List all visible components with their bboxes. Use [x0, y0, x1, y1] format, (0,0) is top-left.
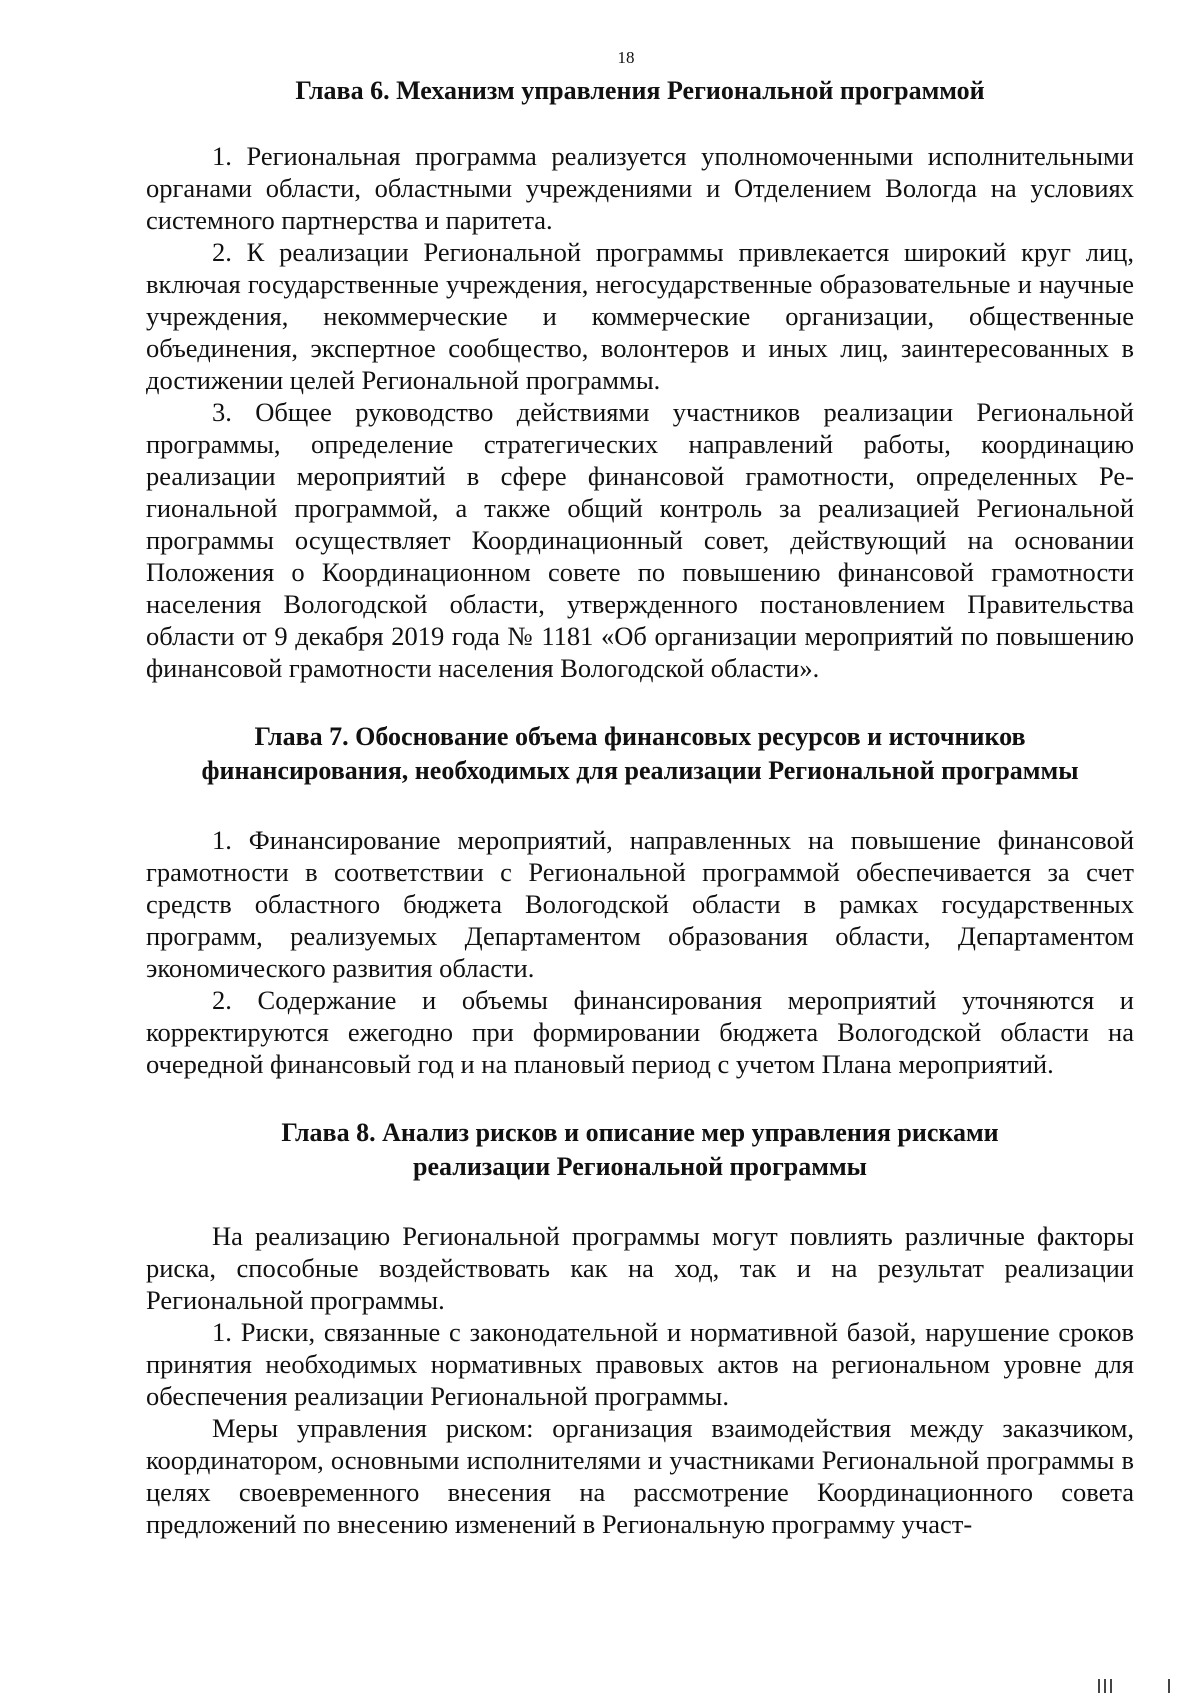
chapter-7 — [146, 720, 1134, 1080]
scan-artifact-mark — [1104, 1679, 1106, 1693]
chapter-7-title-line-2: финансирования, необходимых для реализации Региональной программы — [201, 756, 1079, 785]
scan-artifact-mark — [1098, 1679, 1100, 1693]
chapter-6-paragraph-1: 1. Региональная программа реализуется уполномоченными исполнительными органами области, областными учреждениями и Отделением Вологда на условиях системного партнерства и паритета. — [146, 141, 1134, 235]
chapter-8 — [146, 1116, 1134, 1540]
chapter-6 — [146, 74, 1134, 684]
scan-artifact-mark — [1110, 1679, 1112, 1693]
chapter-8-title-line-1: Глава 8. Анализ рисков и описание мер управления рисками — [281, 1118, 999, 1147]
chapter-8-title-line-2: реализации Региональной программы — [413, 1152, 867, 1181]
page-number: 18 — [617, 48, 635, 67]
chapter-8-paragraph-2: 1. Риски, связанные с законодательной и нормативной базой, нарушение сроков принятия необходимых нормативных правовых актов на региональном уровне для обеспечения реализации Региональной программы. — [146, 1317, 1134, 1411]
chapter-7-title-line-1: Глава 7. Обоснование объема финансовых ресурсов и источников — [254, 722, 1026, 751]
chapter-7-paragraph-1: 1. Финансирование мероприятий, направленных на повышение финансовой грамотности в соответствии с Региональной программой обеспечивается за счет средств областного бюджета Вологодской области в рамках государственных программ, реализуемых Департаментом образования области, Департаментом экономического развития области. — [146, 825, 1134, 983]
chapter-7-title — [146, 720, 1134, 788]
chapter-7-paragraph-2: 2. Содержание и объемы финансирования мероприятий уточняются и корректируются ежегодно при формировании бюджета Вологодской области на очередной финансовый год и на плановый период с учетом Плана мероприятий. — [146, 985, 1134, 1079]
document-body — [146, 74, 1134, 1540]
chapter-8-title — [146, 1116, 1134, 1184]
scan-artifact-mark — [1168, 1679, 1170, 1693]
chapter-6-title — [146, 74, 1134, 108]
chapter-6-title-line-1: Глава 6. Механизм управления Региональной программой — [295, 76, 985, 105]
chapter-6-paragraph-2: 2. К реализации Региональной программы привлекается широкий круг лиц, включая государственные учреждения, негосударственные образовательные и научные учреждения, некоммерческие и коммерческие организации, общественные объединения, экспертное сообщество, волонтеров и иных лиц, заинтересованных в достижении целей Региональной программы. — [146, 237, 1134, 395]
chapter-8-paragraph-3: Меры управления риском: организация взаимодействия между заказчиком, координатором, основными исполнителями и участниками Региональной программы в целях своевременного внесения на рассмотрение Координационного совета предложений по внесению изменений в Региональную программу участ- — [146, 1413, 1134, 1539]
chapter-6-paragraph-3: 3. Общее руководство действиями участников реализации Региональной программы, определение стратегических направлений работы, координацию реализации мероприятий в сфере финансовой грамотности, определенных Региональной программой, а также общий контроль за реализацией Региональной программы осуществляет Координационный совет, действующий на основании Положения о Координационном совете по повышению финансовой грамотности населения Вологодской области, утвержденного постановлением Правительства области от 9 декабря 2019 года № 1181 «Об организации мероприятий по повышению финансовой грамотности населения Вологодской области». — [146, 397, 1134, 683]
chapter-8-paragraph-1: На реализацию Региональной программы могут повлиять различные факторы риска, способные воздействовать как на ход, так и на результат реализации Региональной программы. — [146, 1221, 1134, 1315]
